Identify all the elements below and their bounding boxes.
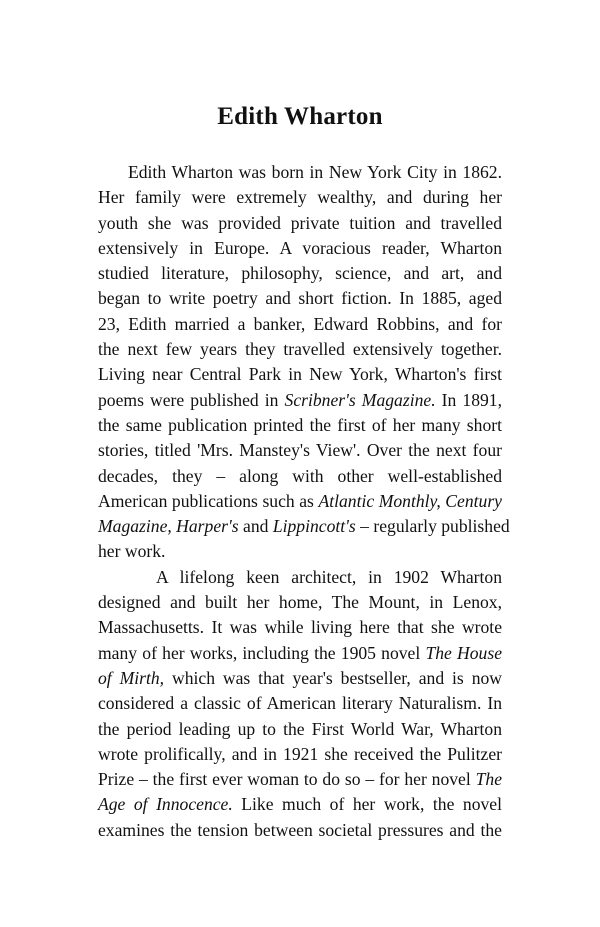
line-text: designed and built her home, The Mount, in Lenox, bbox=[98, 592, 502, 613]
italic-title-text: Magazine, Harper's bbox=[98, 516, 239, 537]
text-line bbox=[98, 160, 502, 185]
line-text: began to write poetry and short fiction. In 1885, aged bbox=[98, 288, 502, 309]
italic-title-text: Age of Innocence. bbox=[98, 794, 233, 815]
line-text: Prize – the first ever woman to do so – for her novel bbox=[98, 769, 476, 790]
italic-title-text: Lippincott's bbox=[272, 516, 356, 537]
line-text: extensively in Europe. A voracious reader, Wharton bbox=[98, 237, 502, 258]
italic-title-text: of Mirth, bbox=[98, 667, 165, 688]
line-text: Living near Central Park in New York, Wharton's first bbox=[98, 364, 502, 385]
line-text: A lifelong keen architect, in 1902 Wharton bbox=[156, 566, 502, 587]
line-text: her work. bbox=[98, 541, 166, 562]
text-line bbox=[98, 792, 502, 817]
line-text: the period leading up to the First World War, Wharton bbox=[98, 718, 502, 739]
text-line bbox=[98, 337, 502, 362]
line-text: examines the tension between societal pressures and the bbox=[98, 819, 502, 840]
line-text: wrote prolifically, and in 1921 she received the Pulitzer bbox=[98, 743, 502, 764]
line-text: Massachusetts. It was while living here that she wrote bbox=[98, 617, 502, 638]
italic-title-text: Atlantic Monthly, Century bbox=[318, 490, 502, 511]
text-line bbox=[98, 286, 502, 311]
line-text: studied literature, philosophy, science, and art, and bbox=[98, 263, 502, 284]
text-line bbox=[98, 514, 510, 539]
text-line bbox=[98, 489, 502, 514]
line-text: which was that year's bestseller, and is now bbox=[164, 667, 502, 688]
line-text: the same publication printed the first of her many short bbox=[98, 414, 502, 435]
text-line bbox=[98, 312, 502, 337]
text-line bbox=[98, 464, 502, 489]
italic-title-text: The House bbox=[425, 642, 502, 663]
text-line bbox=[98, 261, 502, 286]
text-line bbox=[98, 362, 502, 387]
italic-title-text: Scribner's Magazine. bbox=[284, 389, 436, 410]
line-text: and bbox=[238, 516, 273, 537]
text-line bbox=[98, 818, 502, 843]
paragraph bbox=[98, 565, 502, 843]
line-text: – regularly published bbox=[355, 516, 510, 537]
line-text: Like much of her work, the novel bbox=[232, 794, 502, 815]
text-line bbox=[98, 742, 502, 767]
text-line bbox=[98, 539, 502, 564]
text-line bbox=[98, 236, 502, 261]
line-text: 23, Edith married a banker, Edward Robbins, and for bbox=[98, 313, 502, 334]
text-line bbox=[98, 691, 502, 716]
line-text: poems were published in bbox=[98, 389, 285, 410]
text-line bbox=[98, 388, 502, 413]
line-text: the next few years they travelled extensively together. bbox=[98, 339, 502, 360]
line-text: many of her works, including the 1905 novel bbox=[98, 642, 426, 663]
italic-title-text: The bbox=[475, 769, 502, 790]
text-line bbox=[98, 211, 502, 236]
line-text: decades, they – along with other well-established bbox=[98, 465, 502, 486]
line-text: Edith Wharton was born in New York City in 1862. bbox=[128, 162, 502, 182]
body-text bbox=[98, 160, 510, 843]
text-line bbox=[98, 590, 502, 615]
text-line bbox=[98, 641, 502, 666]
text-line bbox=[98, 185, 502, 210]
text-line bbox=[98, 717, 502, 742]
text-line bbox=[98, 413, 502, 438]
line-text: Her family were extremely wealthy, and during her bbox=[98, 187, 502, 208]
line-text: American publications such as bbox=[98, 490, 319, 511]
line-text: youth she was provided private tuition and travelled bbox=[98, 212, 502, 233]
line-text: considered a classic of American literary Naturalism. In bbox=[98, 693, 502, 714]
text-line bbox=[98, 767, 502, 792]
page-title: Edith Wharton bbox=[217, 103, 383, 130]
line-text: In 1891, bbox=[435, 389, 502, 410]
text-line bbox=[98, 615, 502, 640]
text-line bbox=[98, 565, 502, 590]
paragraph bbox=[98, 160, 510, 565]
line-text: stories, titled 'Mrs. Manstey's View'. Over the next four bbox=[98, 440, 502, 461]
text-line bbox=[98, 666, 502, 691]
text-line bbox=[98, 438, 502, 463]
